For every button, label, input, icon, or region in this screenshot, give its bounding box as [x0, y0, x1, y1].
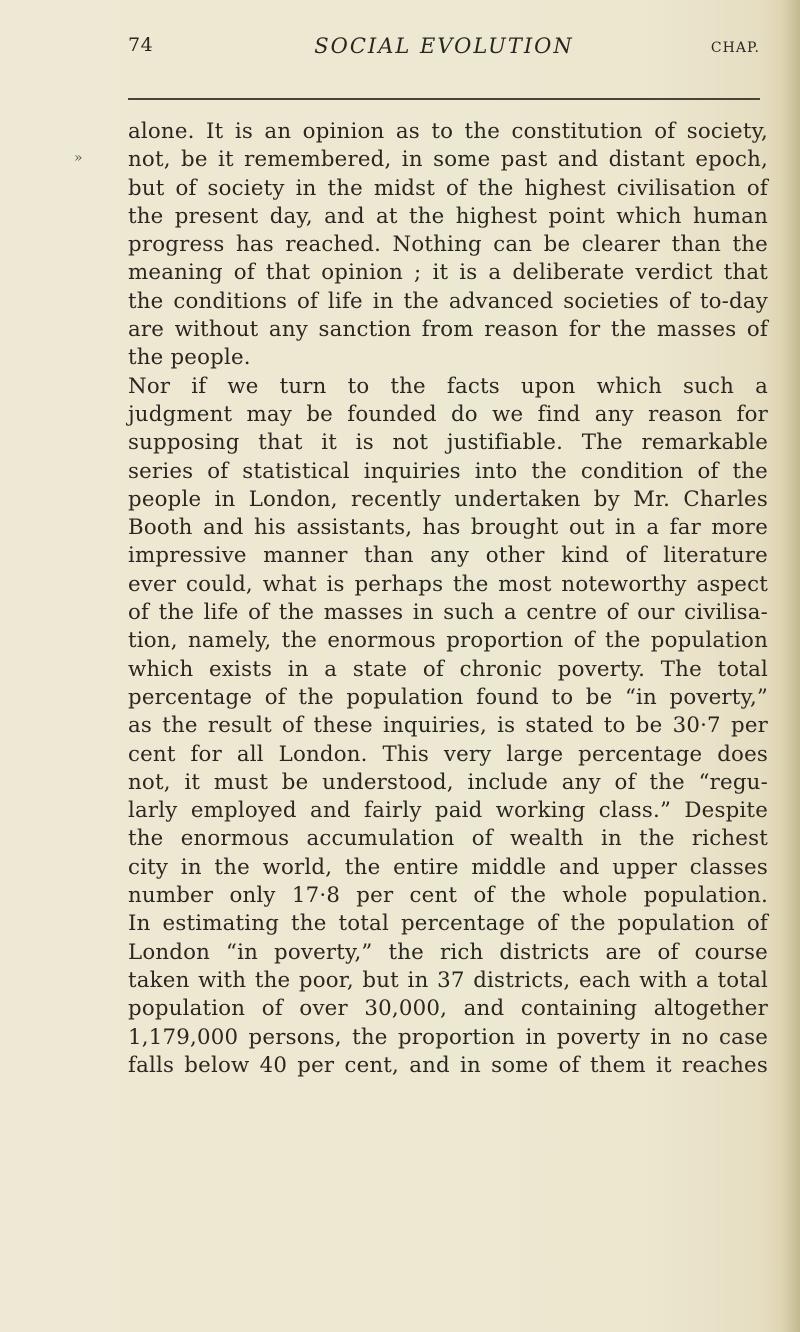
text-line: Booth and his assistants, has brought out in a far more	[128, 515, 768, 541]
text-line: tion, namely, the enormous proportion of the population	[128, 628, 768, 654]
body-text	[128, 118, 768, 1080]
text-line: the enormous accumulation of wealth in the richest	[128, 826, 768, 852]
text-line: not, be it remembered, in some past and distant epoch,	[128, 147, 768, 173]
text-line: which exists in a state of chronic poverty. The total	[128, 656, 768, 682]
text-line: as the result of these inquiries, is stated to be 30·7 per	[128, 713, 768, 739]
page-header	[128, 34, 760, 68]
text-line: In estimating the total percentage of the population of	[128, 911, 768, 937]
text-line: series of statistical inquiries into the condition of the	[128, 458, 768, 484]
text-line: progress has reached. Nothing can be clearer than the	[128, 232, 768, 258]
header-rule	[128, 98, 760, 100]
page-edge-shadow	[782, 0, 800, 1332]
text-line: the people.	[128, 345, 251, 371]
text-line: supposing that it is not justifiable. The remarkable	[128, 430, 768, 456]
text-line: 1,179,000 persons, the proportion in poverty in no case	[128, 1024, 768, 1050]
running-title: SOCIAL EVOLUTION	[314, 34, 574, 58]
text-line: Nor if we turn to the facts upon which such a	[128, 373, 768, 399]
text-line: taken with the poor, but in 37 districts, each with a total	[128, 967, 768, 993]
page-number: 74	[128, 34, 154, 56]
text-line: but of society in the midst of the highest civilisation of	[128, 175, 768, 201]
text-line: falls below 40 per cent, and in some of them it reaches	[128, 1052, 768, 1078]
text-line: of the life of the masses in such a centre of our civilisa-	[128, 600, 768, 626]
text-line: city in the world, the entire middle and upper classes	[128, 854, 768, 880]
text-line: ever could, what is perhaps the most noteworthy aspect	[128, 571, 768, 597]
text-line: larly employed and fairly paid working class.” Despite	[128, 798, 768, 824]
text-line: percentage of the population found to be “in poverty,”	[128, 684, 768, 710]
text-line: people in London, recently undertaken by Mr. Charles	[128, 486, 768, 512]
text-line: not, it must be understood, include any of the “regu-	[128, 769, 768, 795]
text-line: the conditions of life in the advanced societies of to-day	[128, 288, 768, 314]
text-line: cent for all London. This very large percentage does	[128, 741, 768, 767]
text-line: population of over 30,000, and containing altogether	[128, 996, 768, 1022]
text-line: London “in poverty,” the rich districts are of course	[128, 939, 768, 965]
text-line: meaning of that opinion ; it is a deliberate verdict that	[128, 260, 768, 286]
chapter-label: CHAP.	[710, 40, 760, 56]
text-line: the present day, and at the highest point which human	[128, 203, 768, 229]
text-line: alone. It is an opinion as to the constitution of society,	[128, 119, 768, 144]
margin-mark: »	[74, 150, 83, 166]
text-line: judgment may be founded do we find any reason for	[128, 401, 768, 427]
text-line: number only 17·8 per cent of the whole population.	[128, 883, 768, 909]
text-line: impressive manner than any other kind of literature	[128, 543, 768, 569]
text-line: are without any sanction from reason for the masses of	[128, 317, 768, 343]
